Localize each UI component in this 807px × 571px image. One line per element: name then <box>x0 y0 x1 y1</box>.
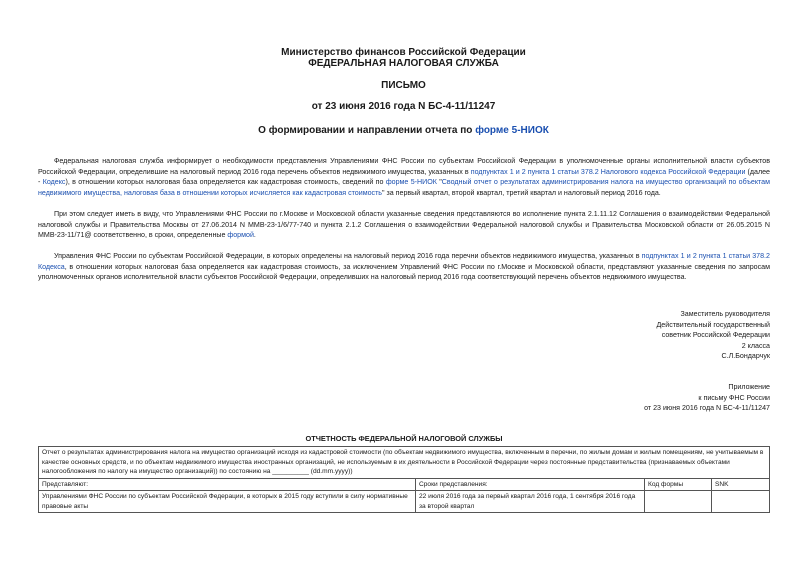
link-code[interactable]: Кодекс <box>42 178 66 187</box>
signature-line: 2 класса <box>741 341 770 350</box>
appendix-line: от 23 июня 2016 года N БС-4-11/11247 <box>644 404 770 413</box>
signer-name: С.Л.Бондарчук <box>721 352 770 361</box>
presenters-cell: Управлениями ФНС России по субъектам Российской Федерации, в которых в 2015 году вступили в силу нормативные правовые акты <box>39 491 416 513</box>
report-description: Отчет о результатах администрирования налога на имущество организаций исходя из кадастровой стоимости (по объектам недвижимого имущества, включенным в перечни, по жилым домам и жилым помещениям, не учитываемым в качестве основных средств, и по объектам недвижимого имущества иностранных организаций, не используемым в их деятельности в Российской Федерации через постоянные представительства (признаваемых объектами налогообложения по налогу на имущество организаций)) по состоянию на __________ (dd.mm.yyyy)) <box>39 447 770 479</box>
appendix-block <box>644 382 770 414</box>
empty-cell <box>712 491 770 513</box>
table-row <box>39 447 770 479</box>
paragraph-2: При этом следует иметь в виду, что Управлениями ФНС России по г.Москве и Московской области указанные сведения представляются во исполнение пункта 2.1.11.12 Соглашения о взаимодействии Федеральной налоговой службы и Правительства Москвы от 27.06.2014 N ММВ-23-1/6/77-740 и пункта 2.1.2 Соглашения о взаимодействии Федеральной налоговой службы и Правительства Московской области от 26.05.2015 N ММВ-23-11/71@ соответственно, в сроки, определенные формой. <box>38 210 770 240</box>
signature-line: советник Российской Федерации <box>661 331 770 340</box>
paragraph-1: Федеральная налоговая служба информирует о необходимости представления Управлениями ФНС России по субъектам Российской Федерации в уполномоченные органы исполнительной власти субъектов Российской Федерации, определившие на налоговый период 2016 года перечень объектов недвижимого имущества, указанных в подпунктах 1 и 2 пункта 1 статьи 378.2 Налогового кодекса Российской Федерации (далее - Кодекс), в отношении которых налоговая база определяется как кадастровая стоимость, сведений по форме 5-НИОК "Сводный отчет о результатах администрирования налога на имущество организаций по объектам недвижимого имущества, налоговая база в отношении которых исчисляется как кадастровая стоимость" за первый квартал, второй квартал, третий квартал и налоговый период 2016 года. <box>38 157 770 197</box>
deadlines-cell: 22 июля 2016 года за первый квартал 2016 года, 1 сентября 2016 года за второй квартал <box>416 491 645 513</box>
signature-block <box>657 309 771 362</box>
report-title: ОТЧЕТНОСТЬ ФЕДЕРАЛЬНОЙ НАЛОГОВОЙ СЛУЖБЫ <box>305 434 503 443</box>
form-code-value: SNK <box>712 478 770 491</box>
link-code-article[interactable]: подпунктах 1 и 2 пункта 1 статьи 378.2 Кодекса <box>38 252 770 271</box>
link-form[interactable]: формой <box>227 231 254 240</box>
table-row <box>39 491 770 513</box>
ministry-name: Министерство финансов Российской Федерации <box>281 47 526 58</box>
appendix-line: Приложение <box>728 383 770 391</box>
document-date: от 23 июня 2016 года N БС-4-11/11247 <box>311 101 496 112</box>
document-type: ПИСЬМО <box>381 80 426 91</box>
empty-cell <box>645 491 712 513</box>
header-cell-deadlines: Сроки представления: <box>416 478 645 491</box>
subject-form-link[interactable]: форме 5-НИОК <box>475 125 549 136</box>
link-form-5-niok[interactable]: форме 5-НИОК <box>385 178 437 187</box>
paragraph-3: Управления ФНС России по субъектам Российской Федерации, в которых определены на налоговый период 2016 года перечни объектов недвижимого имущества, указанных в подпунктах 1 и 2 пункта 1 статьи 378.2 Кодекса, в отношении которых налоговая база определяется как кадастровая стоимость, за исключением Управлений ФНС России по г.Москве и Московской области, представляют указанные сведения по запросам уполномоченных органов исполнительной власти субъектов Российской Федерации, определивших на налоговый период 2016 года соответствующий перечень объектов недвижимого имущества. <box>38 252 770 282</box>
signature-line: Действительный государственный <box>656 320 770 329</box>
link-tax-code-article[interactable]: подпунктах 1 и 2 пункта 1 статьи 378.2 Налогового кодекса Российской Федерации <box>470 167 746 176</box>
document-subject <box>0 125 807 136</box>
link-summary-report[interactable]: Сводный отчет о результатах администрирования налога на имущество организаций по объектам недвижимого имущества, налоговая база в отношении которых исчисляется как кадастровая стоимость <box>38 178 770 197</box>
service-name: ФЕДЕРАЛЬНАЯ НАЛОГОВАЯ СЛУЖБА <box>308 58 499 69</box>
subject-text: О формировании и направлении отчета по <box>258 125 476 136</box>
table-row <box>39 478 770 491</box>
header-cell-presents: Представляют: <box>39 478 416 491</box>
appendix-line: к письму ФНС России <box>698 393 770 402</box>
header-cell-form-code: Код формы <box>645 478 712 491</box>
signature-line: Заместитель руководителя <box>680 310 770 318</box>
report-form-table <box>38 446 770 513</box>
